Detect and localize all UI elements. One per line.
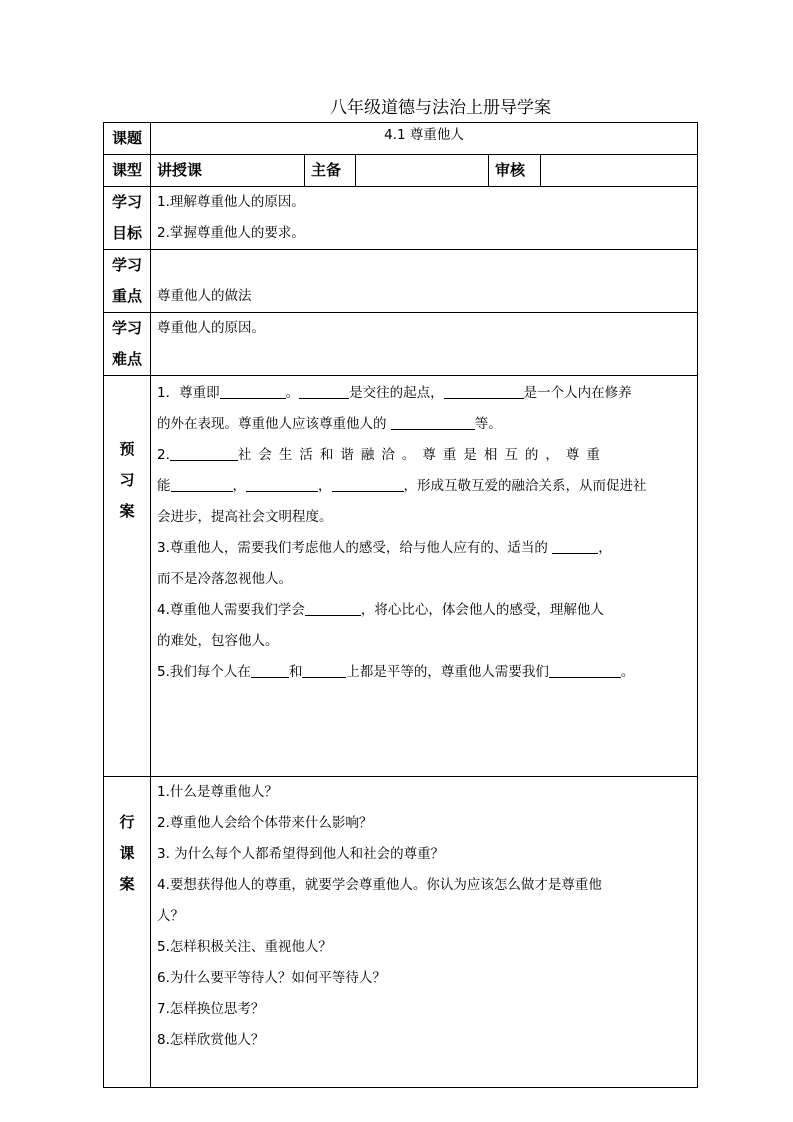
lecture-item: 1.什么是尊重他人？ (157, 784, 278, 800)
preview-label-char: 案 (119, 502, 135, 520)
preview-q4-line2: 的难处，包容他人。 (157, 633, 279, 649)
lecture-item: 5.怎样积极关注、重视他人？ (157, 939, 332, 955)
page-title: 八年级道德与法治上册导学案 (330, 98, 551, 118)
prepare-label: 主备 (305, 155, 356, 187)
lecture-item: 4.要想获得他人的尊重，就要学会尊重他人。你认为应该怎么做才是尊重他 (157, 877, 602, 893)
preview-q3-line2: 而不是冷落忽视他人。 (157, 571, 292, 587)
review-label: 审核 (489, 155, 541, 187)
difficulties-label-line2: 难点 (111, 350, 142, 368)
fill-blank[interactable] (391, 414, 475, 430)
lecture-label (104, 777, 151, 1088)
study-guide-table (103, 122, 698, 1088)
key-points-label (104, 250, 151, 313)
goal-item: 2.掌握尊重他人的要求。 (157, 225, 305, 241)
preview-q1-line2: 的外在表现。尊重他人应该尊重他人的 等。 (157, 416, 502, 432)
fill-blank[interactable] (246, 476, 318, 492)
key-points-label-line2: 重点 (111, 287, 142, 305)
lecture-item: 8.怎样欣赏他人？ (157, 1032, 265, 1048)
difficulties-text: 尊重他人的原因。 (157, 320, 265, 336)
lecture-label-char: 课 (119, 844, 135, 862)
type-label: 课型 (104, 155, 151, 187)
prepare-value-field[interactable] (356, 155, 489, 187)
lecture-item: 7.怎样换位思考？ (157, 1001, 265, 1017)
lecture-content (151, 777, 698, 1088)
preview-content (151, 376, 698, 777)
fill-blank[interactable] (549, 662, 621, 678)
fill-blank[interactable] (299, 383, 349, 399)
preview-label-char: 预 (119, 440, 135, 458)
difficulties-label (104, 313, 151, 376)
preview-q3-line1: 3.尊重他人，需要我们考虑他人的感受，给与他人应有的、适当的 ， (157, 540, 612, 556)
preview-q2-line3: 会进步，提高社会文明程度。 (157, 509, 333, 525)
preview-label (104, 376, 151, 777)
lecture-label-char: 案 (119, 875, 135, 893)
review-value-field[interactable] (541, 155, 698, 187)
fill-blank[interactable] (251, 662, 289, 678)
fill-blank[interactable] (170, 445, 238, 461)
fill-blank[interactable] (302, 662, 346, 678)
goals-label (104, 187, 151, 250)
fill-blank[interactable] (220, 383, 286, 399)
key-points-text: 尊重他人的做法 (157, 288, 252, 304)
preview-q2-line2: 能 ， ， ，形成互敬互爱的融洽关系，从而促进社 (157, 478, 647, 494)
fill-blank[interactable] (444, 383, 524, 399)
difficulties-label-line1: 学习 (111, 319, 142, 337)
fill-blank[interactable] (305, 600, 361, 616)
fill-blank[interactable] (552, 538, 598, 554)
preview-q1-line1: 1．尊重即 。 是交往的起点， 是一个人内在修养 (157, 385, 632, 401)
lecture-label-char: 行 (119, 813, 135, 831)
type-value: 讲授课 (151, 155, 305, 187)
lecture-item: 2.尊重他人会给个体带来什么影响？ (157, 815, 373, 831)
goal-item: 1.理解尊重他人的原因。 (157, 194, 305, 210)
topic-value: 4.1 尊重他人 (151, 123, 698, 155)
topic-label: 课题 (104, 123, 151, 155)
key-points-label-line1: 学习 (111, 256, 142, 274)
lecture-item: 6.为什么要平等待人？如何平等待人？ (157, 970, 386, 986)
lecture-item: 人？ (157, 908, 184, 924)
goals-label-line2: 目标 (111, 224, 142, 242)
preview-q2-line1: 2. 社会生活和谐融洽。尊重是相互的，尊重 (157, 447, 607, 463)
preview-label-char: 习 (119, 471, 135, 489)
fill-blank[interactable] (171, 476, 233, 492)
fill-blank[interactable] (332, 476, 404, 492)
preview-q5-line1: 5.我们每个人在 和 上都是平等的，尊重他人需要我们 。 (157, 664, 635, 680)
lecture-item: 3. 为什么每个人都希望得到他人和社会的尊重？ (157, 846, 445, 862)
preview-q4-line1: 4.尊重他人需要我们学会 ，将心比心，体会他人的感受，理解他人 (157, 602, 604, 618)
goals-label-line1: 学习 (111, 193, 142, 211)
